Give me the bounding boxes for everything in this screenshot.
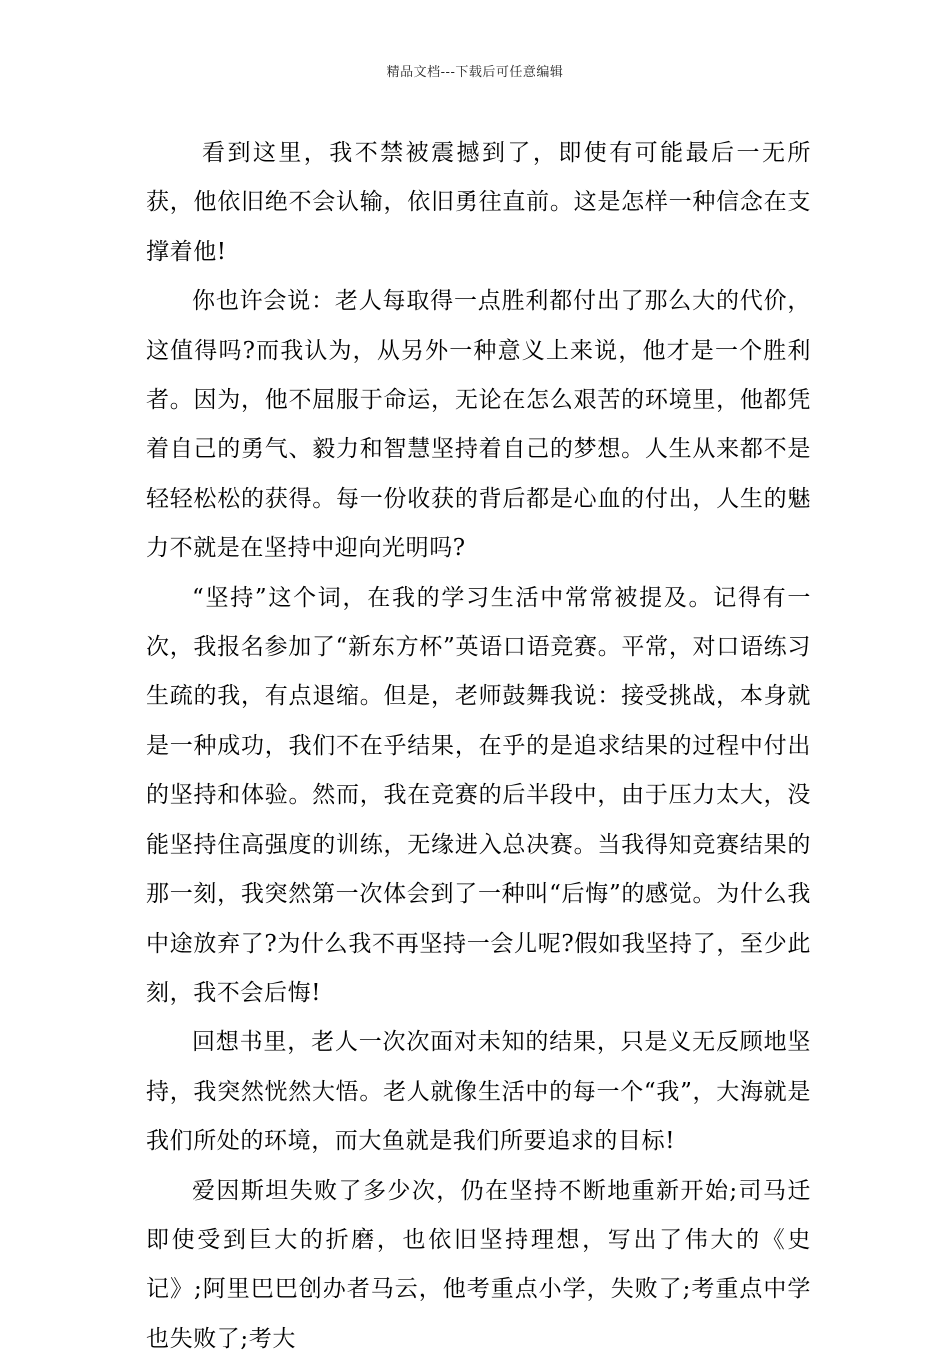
paragraph-4: 回想书里，老人一次次面对未知的结果，只是义无反顾地坚持，我突然恍然大悟。老人就像生活中的每一个“我”，大海就是我们所处的环境，而大鱼就是我们所要追求的目标! [146,1029,811,1155]
paragraph-5: 爱因斯坦失败了多少次，仍在坚持不断地重新开始;司马迁即使受到巨大的折磨，也依旧坚持理想，写出了伟大的《史记》;阿里巴巴创办者马云，他考重点小学，失败了;考重点中学也失败了;考大 [146,1177,811,1352]
page-header: 精品文档---下载后可任意编辑 [386,65,564,80]
paragraph-1: 看到这里，我不禁被震撼到了，即使有可能最后一无所获，他依旧绝不会认输，依旧勇往直前。这是怎样一种信念在支撑着他! [146,140,811,265]
paragraph-2: 你也许会说：老人每取得一点胜利都付出了那么大的代价，这值得吗?而我认为，从另外一种意义上来说，他才是一个胜利者。因为，他不屈服于命运，无论在怎么艰苦的环境里，他都凭着自己的勇气、毅力和智慧坚持着自己的梦想。人生从来都不是轻轻松松的获得。每一份收获的背后都是心血的付出，人生的魅力不就是在坚持中迎向光明吗? [146,288,811,562]
paragraph-3: “坚持”这个词，在我的学习生活中常常被提及。记得有一次，我报名参加了“新东方杯”英语口语竞赛。平常，对口语练习生疏的我，有点退缩。但是，老师鼓舞我说：接受挑战，本身就是一种成功，我们不在乎结果，在乎的是追求结果的过程中付出的坚持和体验。然而，我在竞赛的后半段中，由于压力太大，没能坚持住高强度的训练，无缘进入总决赛。当我得知竞赛结果的那一刻，我突然第一次体会到了一种叫“后悔”的感觉。为什么我中途放弃了?为什么我不再坚持一会儿呢?假如我坚持了，至少此刻，我不会后悔! [146,584,811,1006]
document-body [146,129,811,1364]
